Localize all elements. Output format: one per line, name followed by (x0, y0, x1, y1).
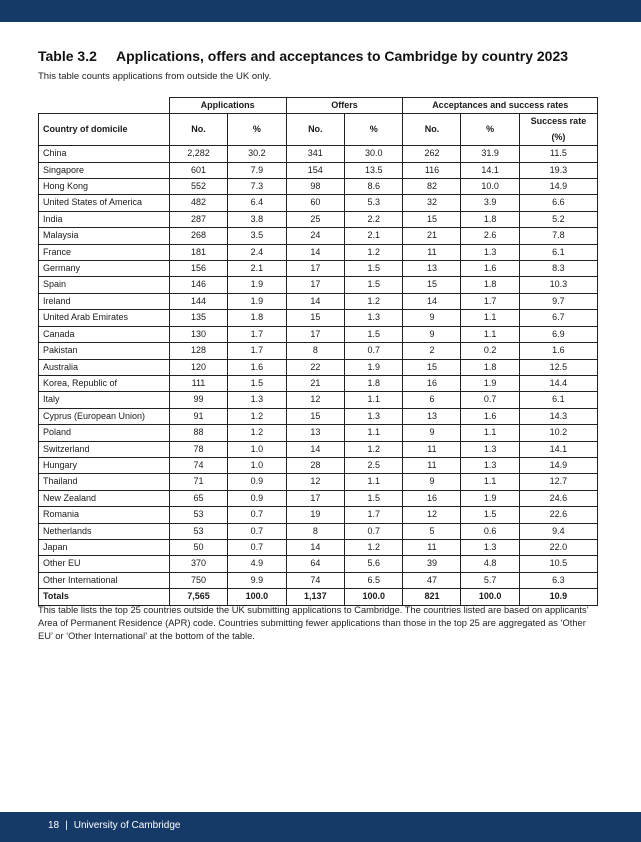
acceptances-pct-cell: 1.9 (461, 375, 519, 391)
applications-pct-cell: 1.3 (228, 392, 286, 408)
offers-pct-cell: 2.1 (345, 228, 403, 244)
offers-pct-cell: 1.1 (345, 392, 403, 408)
applications-no-cell: 146 (169, 277, 227, 293)
offers-no-cell: 13 (286, 425, 344, 441)
offers-pct-cell: 6.5 (345, 572, 403, 588)
acceptances-no-cell: 82 (403, 179, 461, 195)
applications-no-cell: 53 (169, 507, 227, 523)
applications-no-cell: 130 (169, 326, 227, 342)
table-row (39, 211, 598, 227)
applications-pct-cell: 3.8 (228, 211, 286, 227)
success-rate-cell: 24.6 (519, 490, 597, 506)
success-rate-cell: 10.3 (519, 277, 597, 293)
acceptances-no-cell: 821 (403, 589, 461, 605)
applications-pct-cell: 0.9 (228, 474, 286, 490)
country-cell: Cyprus (European Union) (39, 408, 170, 424)
acceptances-no-cell: 14 (403, 293, 461, 309)
column-header-row (39, 114, 598, 146)
offers-pct-cell: 8.6 (345, 179, 403, 195)
table-subtitle: This table counts applications from outside the UK only. (38, 71, 272, 82)
country-cell: Poland (39, 425, 170, 441)
country-cell: China (39, 146, 170, 162)
acceptances-no-cell: 9 (403, 310, 461, 326)
country-cell: Australia (39, 359, 170, 375)
applications-no-cell: 482 (169, 195, 227, 211)
applications-no-cell: 91 (169, 408, 227, 424)
offers-pct-cell: 1.2 (345, 244, 403, 260)
applications-no-cell: 71 (169, 474, 227, 490)
acceptances-pct-cell: 1.1 (461, 474, 519, 490)
acceptances-pct-cell: 1.8 (461, 211, 519, 227)
table-note: This table lists the top 25 countries outside the UK submitting applications to Cambridge. The countries listed are based on applicants’ Area of Permanent Residence (APR) code. Countries submitting fewer applications than those in the top 25 are aggregated as ‘Other EU’ or ‘Other International’ at the bottom of the table. (38, 605, 589, 641)
country-cell: Netherlands (39, 523, 170, 539)
country-cell: Ireland (39, 293, 170, 309)
table-body (39, 146, 598, 605)
applications-pct-cell: 4.9 (228, 556, 286, 572)
offers-no-cell: 1,137 (286, 589, 344, 605)
country-cell: Hungary (39, 457, 170, 473)
success-rate-header: Success rate (%) (519, 114, 597, 146)
acceptances-pct-cell: 2.6 (461, 228, 519, 244)
acceptances-pct-cell: 1.1 (461, 425, 519, 441)
applications-pct-cell: 1.5 (228, 375, 286, 391)
applications-pct-cell: 9.9 (228, 572, 286, 588)
acceptances-no-cell: 6 (403, 392, 461, 408)
applications-no-cell: 287 (169, 211, 227, 227)
acceptances-pct-cell: 1.6 (461, 408, 519, 424)
acceptances-pct-cell: 1.6 (461, 261, 519, 277)
acceptances-no-cell: 116 (403, 162, 461, 178)
table-row (39, 490, 598, 506)
country-column-header: Country of domicile (39, 114, 170, 146)
empty-corner-cell (39, 98, 170, 114)
country-cell: Other International (39, 572, 170, 588)
offers-pct-cell: 1.5 (345, 261, 403, 277)
offers-no-cell: 14 (286, 441, 344, 457)
totals-row (39, 589, 598, 605)
table-row (39, 457, 598, 473)
success-rate-cell: 10.5 (519, 556, 597, 572)
applications-no-cell: 552 (169, 179, 227, 195)
success-rate-cell: 6.1 (519, 244, 597, 260)
success-rate-cell: 9.7 (519, 293, 597, 309)
acceptances-pct-cell: 100.0 (461, 589, 519, 605)
table-row (39, 507, 598, 523)
success-rate-cell: 10.2 (519, 425, 597, 441)
country-cell: India (39, 211, 170, 227)
offers-no-cell: 341 (286, 146, 344, 162)
table-row (39, 277, 598, 293)
offers-pct-cell: 1.2 (345, 441, 403, 457)
success-rate-cell: 6.9 (519, 326, 597, 342)
applications-no-cell: 120 (169, 359, 227, 375)
success-rate-cell: 1.6 (519, 343, 597, 359)
applications-pct-cell: 1.6 (228, 359, 286, 375)
offers-pct-cell: 2.5 (345, 457, 403, 473)
acceptances-no-cell: 21 (403, 228, 461, 244)
acceptances-pct-cell: 3.9 (461, 195, 519, 211)
applications-table (38, 97, 598, 606)
offers-no-cell: 17 (286, 277, 344, 293)
footer-separator: | (65, 820, 68, 831)
offers-pct-cell: 1.2 (345, 293, 403, 309)
offers-pct-cell: 1.5 (345, 490, 403, 506)
offers-no-cell: 154 (286, 162, 344, 178)
offers-no-cell: 14 (286, 293, 344, 309)
applications-no-cell: 99 (169, 392, 227, 408)
table-row (39, 228, 598, 244)
acceptances-no-cell: 32 (403, 195, 461, 211)
success-rate-cell: 11.5 (519, 146, 597, 162)
offers-no-cell: 15 (286, 310, 344, 326)
country-cell: Japan (39, 539, 170, 555)
acceptances-pct-cell: 14.1 (461, 162, 519, 178)
offers-no-cell: 74 (286, 572, 344, 588)
acceptances-pct-cell: 1.7 (461, 293, 519, 309)
applications-pct-cell: 2.1 (228, 261, 286, 277)
table-row (39, 539, 598, 555)
applications-pct-cell: 7.9 (228, 162, 286, 178)
applications-no-header: No. (169, 114, 227, 146)
applications-no-cell: 370 (169, 556, 227, 572)
offers-no-cell: 21 (286, 375, 344, 391)
offers-no-cell: 25 (286, 211, 344, 227)
offers-pct-cell: 100.0 (345, 589, 403, 605)
acceptances-no-cell: 11 (403, 457, 461, 473)
applications-pct-cell: 1.9 (228, 277, 286, 293)
success-rate-cell: 14.4 (519, 375, 597, 391)
applications-no-cell: 111 (169, 375, 227, 391)
applications-no-cell: 144 (169, 293, 227, 309)
offers-pct-cell: 5.3 (345, 195, 403, 211)
country-cell: Germany (39, 261, 170, 277)
success-rate-cell: 14.9 (519, 457, 597, 473)
header-band (0, 0, 641, 22)
footer-band (0, 812, 641, 842)
offers-no-cell: 15 (286, 408, 344, 424)
acceptances-no-cell: 9 (403, 474, 461, 490)
success-rate-cell: 14.1 (519, 441, 597, 457)
applications-pct-cell: 1.8 (228, 310, 286, 326)
offers-no-cell: 19 (286, 507, 344, 523)
offers-pct-cell: 1.1 (345, 474, 403, 490)
publisher-name: University of Cambridge (73, 820, 181, 831)
applications-no-cell: 7,565 (169, 589, 227, 605)
country-cell: Italy (39, 392, 170, 408)
offers-pct-cell: 1.5 (345, 277, 403, 293)
acceptances-no-cell: 16 (403, 490, 461, 506)
success-rate-cell: 22.0 (519, 539, 597, 555)
acceptances-pct-cell: 31.9 (461, 146, 519, 162)
offers-no-cell: 12 (286, 474, 344, 490)
acceptances-no-cell: 15 (403, 277, 461, 293)
table-row (39, 343, 598, 359)
applications-no-cell: 53 (169, 523, 227, 539)
table-row (39, 244, 598, 260)
table-row (39, 326, 598, 342)
acceptances-pct-cell: 1.9 (461, 490, 519, 506)
applications-pct-cell: 1.7 (228, 326, 286, 342)
applications-no-cell: 268 (169, 228, 227, 244)
offers-group-header: Offers (286, 98, 403, 114)
offers-no-cell: 98 (286, 179, 344, 195)
offers-no-cell: 17 (286, 326, 344, 342)
applications-pct-cell: 3.5 (228, 228, 286, 244)
offers-pct-cell: 1.3 (345, 310, 403, 326)
table-row (39, 474, 598, 490)
country-cell: Canada (39, 326, 170, 342)
country-cell: United States of America (39, 195, 170, 211)
acceptances-pct-cell: 1.8 (461, 359, 519, 375)
acceptances-no-cell: 5 (403, 523, 461, 539)
applications-no-cell: 181 (169, 244, 227, 260)
offers-no-cell: 14 (286, 244, 344, 260)
table-title (38, 48, 568, 64)
applications-pct-cell: 0.9 (228, 490, 286, 506)
acceptances-pct-cell: 10.0 (461, 179, 519, 195)
offers-no-cell: 8 (286, 343, 344, 359)
acceptances-pct-cell: 1.5 (461, 507, 519, 523)
applications-no-cell: 74 (169, 457, 227, 473)
acceptances-no-cell: 13 (403, 408, 461, 424)
table-number: Table 3.2 (38, 48, 97, 64)
applications-pct-header: % (228, 114, 286, 146)
success-rate-cell: 6.6 (519, 195, 597, 211)
applications-no-cell: 50 (169, 539, 227, 555)
applications-no-cell: 128 (169, 343, 227, 359)
applications-no-cell: 88 (169, 425, 227, 441)
acceptances-no-cell: 13 (403, 261, 461, 277)
offers-pct-cell: 1.8 (345, 375, 403, 391)
success-rate-cell: 14.3 (519, 408, 597, 424)
acceptances-pct-cell: 1.8 (461, 277, 519, 293)
offers-no-cell: 12 (286, 392, 344, 408)
table-row (39, 523, 598, 539)
table-row (39, 556, 598, 572)
applications-no-cell: 78 (169, 441, 227, 457)
offers-no-cell: 17 (286, 490, 344, 506)
table-row (39, 179, 598, 195)
offers-no-cell: 8 (286, 523, 344, 539)
table-row (39, 310, 598, 326)
acceptances-no-cell: 12 (403, 507, 461, 523)
country-cell: France (39, 244, 170, 260)
acceptances-no-cell: 15 (403, 359, 461, 375)
success-rate-cell: 5.2 (519, 211, 597, 227)
applications-pct-cell: 0.7 (228, 539, 286, 555)
offers-pct-header: % (345, 114, 403, 146)
applications-no-cell: 601 (169, 162, 227, 178)
applications-pct-cell: 0.7 (228, 523, 286, 539)
applications-no-cell: 750 (169, 572, 227, 588)
offers-pct-cell: 30.0 (345, 146, 403, 162)
success-rate-cell: 8.3 (519, 261, 597, 277)
offers-pct-cell: 1.7 (345, 507, 403, 523)
offers-pct-cell: 1.1 (345, 425, 403, 441)
acceptances-pct-cell: 1.1 (461, 326, 519, 342)
applications-no-cell: 2,282 (169, 146, 227, 162)
offers-no-cell: 64 (286, 556, 344, 572)
acceptances-no-cell: 11 (403, 441, 461, 457)
offers-pct-cell: 5.6 (345, 556, 403, 572)
acceptances-pct-cell: 1.3 (461, 441, 519, 457)
applications-no-cell: 156 (169, 261, 227, 277)
table-row (39, 195, 598, 211)
offers-pct-cell: 1.9 (345, 359, 403, 375)
acceptances-pct-cell: 1.3 (461, 539, 519, 555)
country-cell: Other EU (39, 556, 170, 572)
acceptances-pct-cell: 1.1 (461, 310, 519, 326)
acceptances-no-cell: 11 (403, 539, 461, 555)
footer (48, 820, 180, 831)
country-cell: Hong Kong (39, 179, 170, 195)
offers-no-cell: 17 (286, 261, 344, 277)
success-rate-cell: 6.1 (519, 392, 597, 408)
acceptances-pct-header: % (461, 114, 519, 146)
table-row (39, 441, 598, 457)
table-row (39, 359, 598, 375)
country-cell: Totals (39, 589, 170, 605)
offers-pct-cell: 1.3 (345, 408, 403, 424)
offers-pct-cell: 1.5 (345, 326, 403, 342)
applications-pct-cell: 1.0 (228, 457, 286, 473)
acceptances-pct-cell: 1.3 (461, 457, 519, 473)
applications-pct-cell: 1.2 (228, 408, 286, 424)
table-row (39, 375, 598, 391)
acceptances-pct-cell: 0.2 (461, 343, 519, 359)
applications-pct-cell: 30.2 (228, 146, 286, 162)
applications-pct-cell: 100.0 (228, 589, 286, 605)
applications-pct-cell: 0.7 (228, 507, 286, 523)
offers-pct-cell: 0.7 (345, 343, 403, 359)
offers-no-header: No. (286, 114, 344, 146)
table-row (39, 146, 598, 162)
acceptances-no-cell: 39 (403, 556, 461, 572)
acceptances-no-cell: 16 (403, 375, 461, 391)
applications-group-header: Applications (169, 98, 286, 114)
success-rate-cell: 14.9 (519, 179, 597, 195)
acceptances-no-cell: 9 (403, 425, 461, 441)
offers-pct-cell: 1.2 (345, 539, 403, 555)
country-cell: New Zealand (39, 490, 170, 506)
acceptances-pct-cell: 5.7 (461, 572, 519, 588)
acceptances-no-cell: 15 (403, 211, 461, 227)
acceptances-pct-cell: 1.3 (461, 244, 519, 260)
table-row (39, 162, 598, 178)
applications-pct-cell: 1.9 (228, 293, 286, 309)
country-cell: Thailand (39, 474, 170, 490)
table-row (39, 572, 598, 588)
acceptances-no-cell: 262 (403, 146, 461, 162)
acceptances-no-cell: 47 (403, 572, 461, 588)
country-cell: United Arab Emirates (39, 310, 170, 326)
applications-no-cell: 65 (169, 490, 227, 506)
success-rate-cell: 6.7 (519, 310, 597, 326)
applications-pct-cell: 1.7 (228, 343, 286, 359)
acceptances-pct-cell: 0.7 (461, 392, 519, 408)
country-cell: Spain (39, 277, 170, 293)
success-rate-cell: 10.9 (519, 589, 597, 605)
country-cell: Switzerland (39, 441, 170, 457)
acceptances-no-cell: 2 (403, 343, 461, 359)
offers-no-cell: 28 (286, 457, 344, 473)
group-header-row (39, 98, 598, 114)
offers-no-cell: 60 (286, 195, 344, 211)
table-row (39, 408, 598, 424)
country-cell: Singapore (39, 162, 170, 178)
success-rate-cell: 12.7 (519, 474, 597, 490)
acceptances-no-cell: 9 (403, 326, 461, 342)
acceptances-no-header: No. (403, 114, 461, 146)
country-cell: Korea, Republic of (39, 375, 170, 391)
success-rate-cell: 22.6 (519, 507, 597, 523)
success-rate-cell: 19.3 (519, 162, 597, 178)
success-rate-cell: 9.4 (519, 523, 597, 539)
acceptances-pct-cell: 0.6 (461, 523, 519, 539)
applications-pct-cell: 1.0 (228, 441, 286, 457)
success-rate-cell: 12.5 (519, 359, 597, 375)
acceptances-pct-cell: 4.8 (461, 556, 519, 572)
offers-no-cell: 22 (286, 359, 344, 375)
offers-pct-cell: 0.7 (345, 523, 403, 539)
country-cell: Pakistan (39, 343, 170, 359)
applications-no-cell: 135 (169, 310, 227, 326)
offers-pct-cell: 13.5 (345, 162, 403, 178)
offers-no-cell: 24 (286, 228, 344, 244)
table-row (39, 425, 598, 441)
applications-pct-cell: 2.4 (228, 244, 286, 260)
offers-pct-cell: 2.2 (345, 211, 403, 227)
success-rate-cell: 7.8 (519, 228, 597, 244)
offers-no-cell: 14 (286, 539, 344, 555)
table-row (39, 392, 598, 408)
applications-pct-cell: 6.4 (228, 195, 286, 211)
country-cell: Romania (39, 507, 170, 523)
applications-pct-cell: 7.3 (228, 179, 286, 195)
applications-pct-cell: 1.2 (228, 425, 286, 441)
table-row (39, 261, 598, 277)
table-title-text: Applications, offers and acceptances to Cambridge by country 2023 (116, 48, 569, 64)
acceptances-no-cell: 11 (403, 244, 461, 260)
table-row (39, 293, 598, 309)
acceptances-group-header: Acceptances and success rates (403, 98, 598, 114)
page-number: 18 (48, 820, 60, 831)
success-rate-cell: 6.3 (519, 572, 597, 588)
country-cell: Malaysia (39, 228, 170, 244)
